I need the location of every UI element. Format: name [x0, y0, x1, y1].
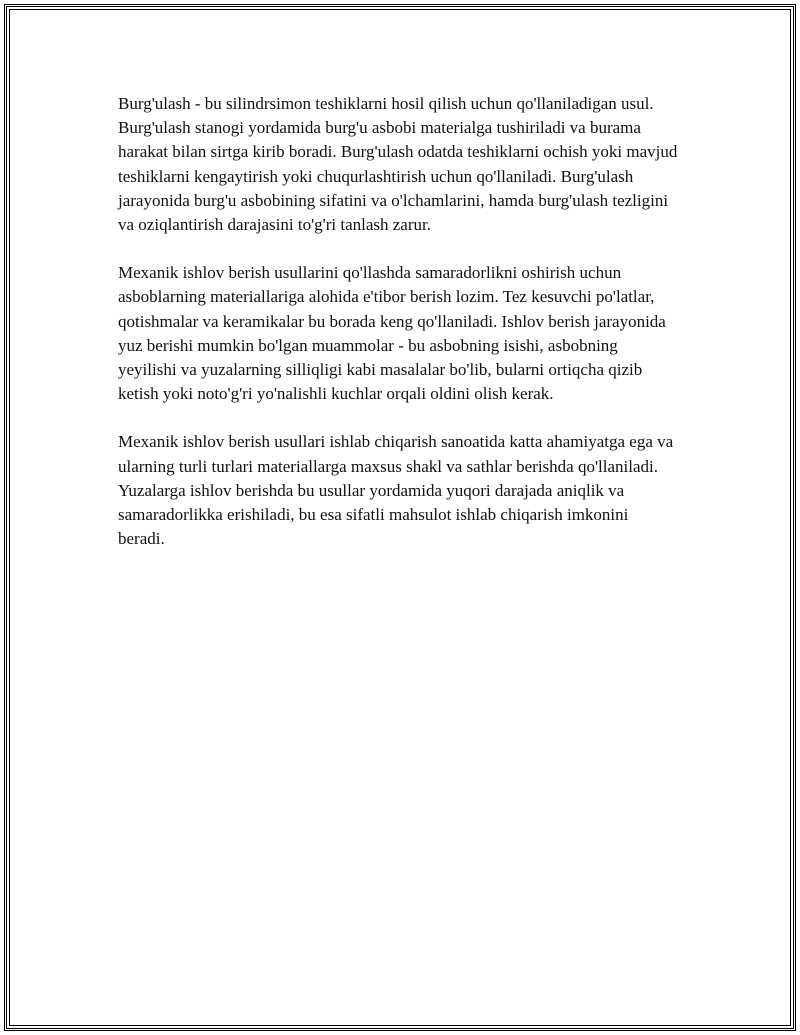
- paragraph-1: Burg'ulash - bu silindrsimon teshiklarni hosil qilish uchun qo'llaniladigan usul. Burg'ulash stanogi yordamida burg'u asbobi materialga tushiriladi va burama harakat bilan sirtga kirib boradi. Burg'ulash odatda teshiklarni ochish yoki mavjud teshiklarni kengaytirish yoki chuqurlashtirish uchun qo'llaniladi. Burg'ulash jarayonida burg'u asbobining sifatini va o'lchamlarini, hamda burg'ulash tezligini va oziqlantirish darajasini to'g'ri tanlash zarur.: [118, 94, 678, 235]
- paragraph-3: Mexanik ishlov berish usullari ishlab chiqarish sanoatida katta ahamiyatga ega va ularning turli turlari materiallarga maxsus shakl va sathlar berishda qo'llaniladi. Yuzalarga ishlov berishda bu usullar yordamida yuqori darajada aniqlik va samaradorlikka erishiladi, bu esa sifatli mahsulot ishlab chiqarish imkonini beradi.: [118, 432, 674, 549]
- paragraph-2: Mexanik ishlov berish usullarini qo'llashda samaradorlikni oshirish uchun asboblarning materiallariga alohida e'tibor berish lozim. Tez kesuvchi po'latlar, qotishmalar va keramikalar bu borada keng qo'llaniladi. Ishlov berish jarayonida yuz berishi mumkin bo'lgan muammolar - bu asbobning isishi, asbobning yeyilishi va yuzalarning silliqligi kabi masalalar bo'lib, bularni ortiqcha qizib ketish yoki noto'g'ri yo'nalishli kuchlar orqali oldini olish kerak.: [118, 263, 666, 404]
- document-body: [118, 92, 678, 575]
